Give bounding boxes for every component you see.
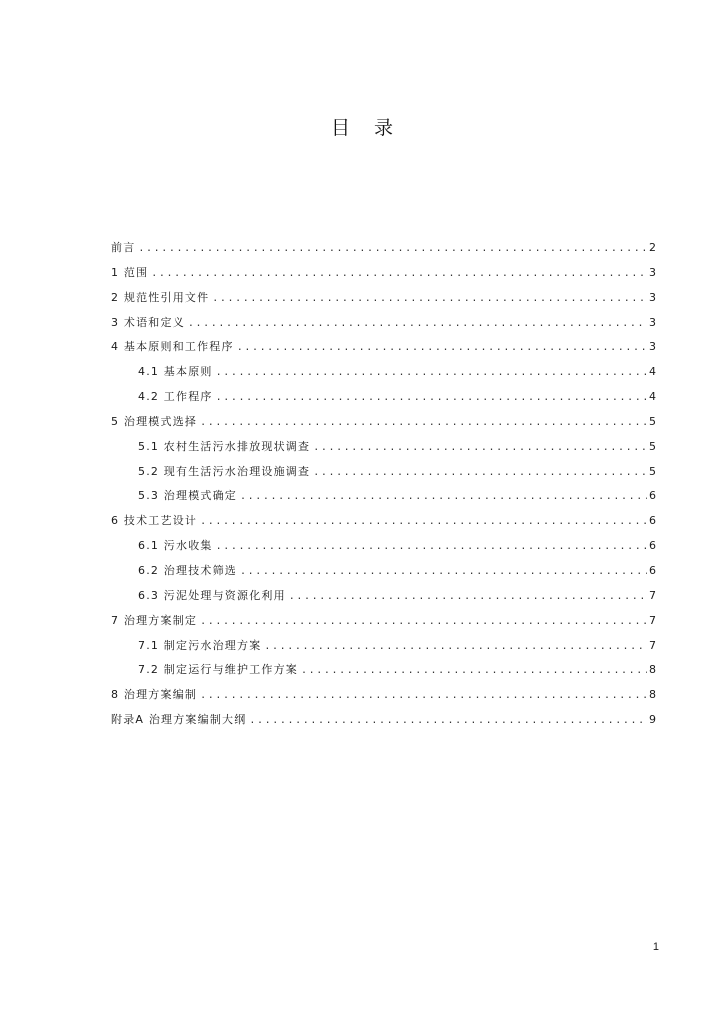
toc-entry-label: 4.1 基本原则 bbox=[138, 365, 213, 379]
toc-entry-page: 6 bbox=[649, 539, 656, 553]
dot-leader bbox=[216, 363, 647, 383]
dot-leader bbox=[249, 711, 647, 731]
dot-leader bbox=[240, 562, 647, 582]
toc-entry-label: 3 术语和定义 bbox=[111, 315, 185, 329]
toc-entry-label: 2 规范性引用文件 bbox=[111, 290, 210, 304]
dot-leader bbox=[138, 239, 647, 259]
dot-leader bbox=[151, 264, 647, 284]
toc-entry-4[interactable] bbox=[111, 337, 656, 362]
toc-entry-label: 前言 bbox=[111, 241, 136, 254]
toc-entry-appendix-a[interactable] bbox=[111, 710, 656, 735]
toc-entry-page: 4 bbox=[649, 390, 656, 404]
toc-entry-page: 3 bbox=[649, 340, 656, 354]
toc-entry-4-1[interactable] bbox=[111, 362, 656, 387]
dot-leader bbox=[216, 388, 647, 408]
toc-entry-page: 5 bbox=[649, 464, 656, 478]
page-number: 1 bbox=[652, 941, 659, 953]
toc-entry-page: 2 bbox=[649, 241, 656, 254]
dot-leader bbox=[188, 314, 647, 334]
toc-entry-page: 3 bbox=[649, 265, 656, 279]
toc-entry-page: 7 bbox=[649, 613, 656, 627]
toc-entry-5[interactable] bbox=[111, 412, 656, 437]
toc-entry-4-2[interactable] bbox=[111, 387, 656, 412]
dot-leader bbox=[240, 487, 647, 507]
dot-leader bbox=[216, 537, 647, 557]
toc-entry-label: 5.3 治理模式确定 bbox=[138, 489, 237, 503]
dot-leader bbox=[200, 512, 647, 532]
toc-entry-label: 1 范围 bbox=[111, 265, 149, 279]
toc-entry-label: 7.1 制定污水治理方案 bbox=[138, 638, 262, 652]
toc-entry-6-1[interactable] bbox=[111, 536, 656, 561]
toc-entry-label: 5 治理模式选择 bbox=[111, 414, 198, 428]
dot-leader bbox=[200, 413, 647, 433]
toc-entry-page: 7 bbox=[649, 638, 656, 652]
toc-entry-7-2[interactable] bbox=[111, 660, 656, 685]
toc-entry-page: 8 bbox=[649, 688, 656, 702]
toc-entry-1[interactable] bbox=[111, 263, 656, 288]
toc-entry-label: 6.2 治理技术筛选 bbox=[138, 563, 237, 577]
dot-leader bbox=[200, 686, 647, 706]
dot-leader bbox=[237, 338, 647, 358]
toc-entry-label: 6.3 污泥处理与资源化利用 bbox=[138, 588, 286, 602]
toc-entry-label: 6 技术工艺设计 bbox=[111, 514, 198, 528]
dot-leader bbox=[212, 289, 647, 309]
toc-entry-label: 5.1 农村生活污水排放现状调查 bbox=[138, 439, 311, 453]
toc-entry-8[interactable] bbox=[111, 685, 656, 710]
toc-entry-label: 附录A 治理方案编制大纲 bbox=[111, 713, 247, 727]
toc-entry-2[interactable] bbox=[111, 288, 656, 313]
toc-entry-page: 9 bbox=[649, 713, 656, 727]
toc-entry-5-2[interactable] bbox=[111, 462, 656, 487]
toc-entry-7[interactable] bbox=[111, 611, 656, 636]
dot-leader bbox=[313, 438, 647, 458]
toc-list bbox=[111, 238, 656, 735]
toc-entry-page: 3 bbox=[649, 290, 656, 304]
dot-leader bbox=[301, 661, 647, 681]
toc-entry-label: 7.2 制定运行与维护工作方案 bbox=[138, 663, 298, 677]
toc-entry-page: 3 bbox=[649, 315, 656, 329]
toc-entry-5-3[interactable] bbox=[111, 486, 656, 511]
toc-entry-page: 4 bbox=[649, 365, 656, 379]
toc-entry-page: 8 bbox=[649, 663, 656, 677]
toc-entry-page: 6 bbox=[649, 514, 656, 528]
toc-entry-label: 4 基本原则和工作程序 bbox=[111, 340, 234, 354]
toc-entry-7-1[interactable] bbox=[111, 636, 656, 661]
toc-entry-5-1[interactable] bbox=[111, 437, 656, 462]
toc-entry-6[interactable] bbox=[111, 511, 656, 536]
toc-entry-page: 5 bbox=[649, 414, 656, 428]
toc-entry-label: 8 治理方案编制 bbox=[111, 688, 198, 702]
toc-entry-label: 4.2 工作程序 bbox=[138, 390, 213, 404]
dot-leader bbox=[264, 637, 647, 657]
dot-leader bbox=[313, 463, 647, 483]
dot-leader bbox=[200, 612, 647, 632]
toc-entry-label: 6.1 污水收集 bbox=[138, 539, 213, 553]
toc-title: 目 录 bbox=[330, 117, 403, 139]
toc-entry-label: 5.2 现有生活污水治理设施调查 bbox=[138, 464, 311, 478]
toc-entry-6-3[interactable] bbox=[111, 586, 656, 611]
toc-entry-foreword[interactable] bbox=[111, 238, 656, 263]
dot-leader bbox=[289, 587, 647, 607]
toc-entry-6-2[interactable] bbox=[111, 561, 656, 586]
toc-entry-3[interactable] bbox=[111, 313, 656, 338]
toc-entry-page: 6 bbox=[649, 489, 656, 503]
toc-entry-page: 6 bbox=[649, 563, 656, 577]
toc-entry-page: 7 bbox=[649, 588, 656, 602]
toc-entry-page: 5 bbox=[649, 439, 656, 453]
toc-entry-label: 7 治理方案制定 bbox=[111, 613, 198, 627]
